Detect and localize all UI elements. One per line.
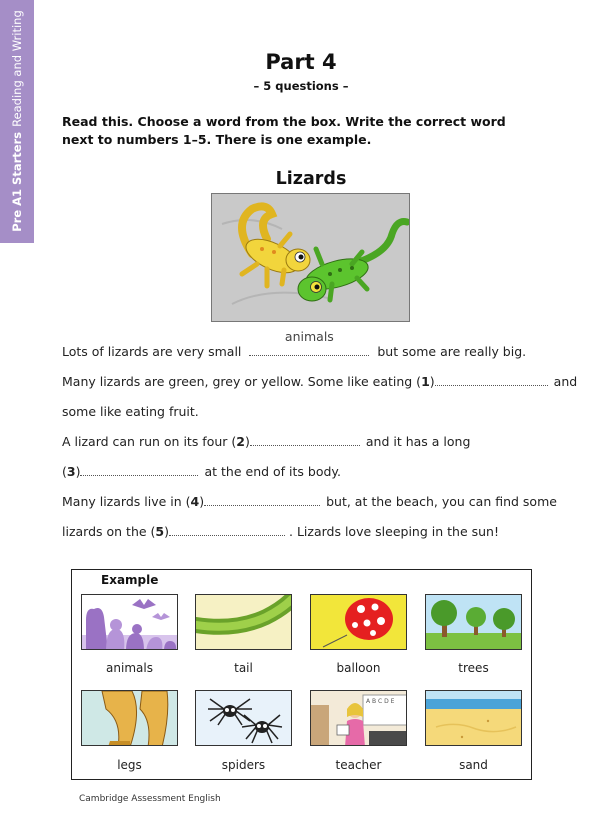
animals-picture [81,594,178,650]
side-tab-level: Pre A1 Starters [10,131,24,232]
paren-3: ) [75,464,81,479]
page-subtitle: – 5 questions – [253,79,349,93]
paren-4: ) [199,494,205,509]
word-tail: tail [234,661,253,675]
story-text-4a: A lizard can run on its four ( [62,434,237,449]
story-line-3: some like eating fruit. [62,404,199,419]
paren-1: ) [429,374,435,389]
sand-picture [425,690,522,746]
trees-picture [425,594,522,650]
word-trees: trees [458,661,489,675]
paren-2: ) [244,434,250,449]
example-label: Example [101,573,159,587]
question-number-2: 2 [236,434,245,449]
question-number-1: 1 [421,374,430,389]
answer-gap-2[interactable] [250,431,360,446]
answer-gap-3[interactable] [80,461,198,476]
story-text-6b: but, at the beach, you can find some [326,494,557,509]
story-line-5 [62,457,562,487]
story-text-6a: Many lizards live in ( [62,494,191,509]
side-tab-text [10,10,24,232]
story-text-2b: and [553,374,578,389]
example-answer: animals [284,329,334,344]
story-line-4 [62,427,562,457]
word-teacher: teacher [335,758,382,772]
board-letters: A B C D E [366,698,395,705]
example-gap [249,329,369,356]
word-legs: legs [117,758,142,772]
footer: Cambridge Assessment English [79,794,221,804]
paren-5: ) [164,524,170,539]
story-text-1b: but some are really big. [377,344,527,359]
story-line-1 [62,329,562,367]
story-title: Lizards [275,169,347,189]
story-text-1a: Lots of lizards are very small [62,344,242,359]
teacher-picture [310,690,407,746]
story-line-6 [62,487,562,517]
story-text [62,329,578,547]
balloon-picture [310,594,407,650]
story-text-7a: lizards on the ( [62,524,156,539]
answer-gap-4[interactable] [204,491,320,506]
legs-picture [81,690,178,746]
word-balloon: balloon [336,661,381,675]
word-spiders: spiders [221,758,266,772]
question-number-3: 3 [66,464,76,479]
instructions: Read this. Choose a word from the box. Write the correct word next to numbers 1–5. There is one example. [62,114,506,147]
side-tab-paper: Reading and Writing [10,10,24,127]
story-text-7b: . Lizards love sleeping in the sun! [289,524,499,539]
answer-gap-1[interactable] [435,371,548,386]
tail-picture [195,594,292,650]
story-line-2 [62,367,578,397]
story-text-4b: and it has a long [365,434,471,449]
question-number-4: 4 [190,494,200,509]
story-text-2a: Many lizards are green, grey or yellow. Some like eating ( [62,374,422,389]
answer-gap-5[interactable] [169,521,285,536]
word-sand: sand [459,758,488,772]
word-animals: animals [106,661,153,675]
story-text-5a: ( [62,464,67,479]
story-line-7 [62,517,562,547]
page-title: Part 4 [265,50,337,74]
side-tab [0,0,34,243]
lizards-illustration [211,193,410,322]
story-text-5b: at the end of its body. [204,464,342,479]
spiders-picture [195,690,292,746]
question-number-5: 5 [155,524,165,539]
